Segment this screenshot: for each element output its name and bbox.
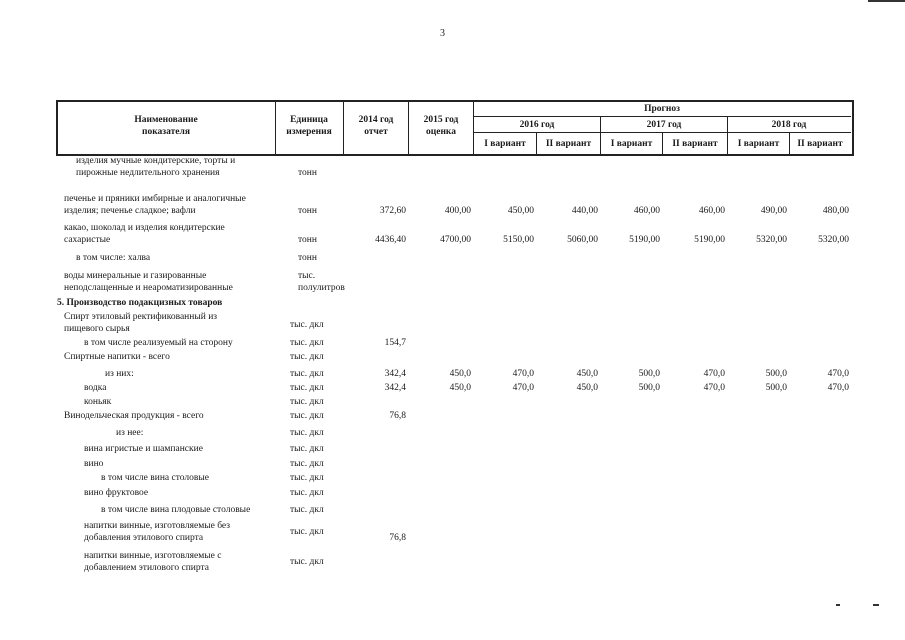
row-value: 400,00 — [444, 206, 471, 216]
row-unit: тыс. дкл — [290, 352, 324, 362]
row-value: 450,0 — [449, 369, 471, 379]
row-name: напитки винные, изготовляемые без добавления этилового спирта — [84, 521, 231, 543]
row-value: 480,00 — [822, 206, 849, 216]
row-value: 450,0 — [449, 383, 471, 393]
row-value: 490,00 — [760, 206, 787, 216]
row-name: Винодельческая продукция - всего — [64, 411, 204, 421]
row-unit: тыс. дкл — [290, 527, 324, 537]
header-variant: I вариант — [610, 139, 653, 149]
row-name: вина игристые и шампанские — [84, 444, 203, 454]
row-unit: тыс. полулитров — [298, 271, 345, 293]
row-name: печенье и пряники имбирные и аналогичные изделия; печенье сладкое; вафли — [64, 194, 246, 216]
row-value: 470,0 — [703, 369, 725, 379]
row-unit: тыс. дкл — [290, 320, 324, 330]
row-value: 450,0 — [576, 383, 598, 393]
row-value: 342,4 — [384, 369, 406, 379]
scan-mark — [873, 604, 879, 606]
row-name: вино — [84, 459, 104, 469]
row-unit: тыс. дкл — [290, 338, 324, 348]
header-year: 2016 год — [519, 120, 555, 130]
row-unit: тыс. дкл — [290, 473, 324, 483]
row-value: 5190,00 — [694, 235, 725, 245]
row-value: 500,0 — [765, 383, 787, 393]
row-name: из них: — [105, 369, 134, 379]
row-unit: тыс. дкл — [290, 369, 324, 379]
header-year: 2017 год — [646, 120, 682, 130]
page-number: 3 — [440, 28, 445, 39]
row-value: 450,0 — [576, 369, 598, 379]
row-value: 500,0 — [638, 369, 660, 379]
row-unit: тыс. дкл — [290, 383, 324, 393]
row-name: какао, шоколад и изделия кондитерские сахаристые — [64, 223, 225, 245]
row-value: 4700,00 — [440, 235, 471, 245]
header-variant: I вариант — [737, 139, 780, 149]
row-value: 154,7 — [384, 338, 406, 348]
row-value: 5060,00 — [567, 235, 598, 245]
row-unit: тыс. дкл — [290, 411, 324, 421]
row-value: 76,8 — [389, 533, 406, 543]
row-value: 470,0 — [512, 369, 534, 379]
row-unit: тонн — [298, 168, 317, 178]
row-unit: тыс. дкл — [290, 505, 324, 515]
header-variant: II вариант — [797, 139, 843, 149]
header-variant: I вариант — [484, 139, 526, 149]
row-name: воды минеральные и газированные неподслащенные и неароматизированные — [64, 271, 233, 293]
scan-mark — [836, 604, 840, 606]
row-name: водка — [84, 383, 107, 393]
header-unit: Единица измерения — [286, 115, 332, 137]
row-value: 470,0 — [827, 369, 849, 379]
row-value: 440,00 — [571, 206, 598, 216]
row-value: 76,8 — [389, 411, 406, 421]
row-name: Спирт этиловый ректификованный из пищевого сырья — [64, 312, 218, 334]
row-value: 500,0 — [638, 383, 660, 393]
row-name: из нее: — [116, 428, 144, 438]
header-2014: 2014 год отчет — [358, 115, 394, 137]
row-value: 5320,00 — [818, 235, 849, 245]
row-value: 372,60 — [379, 206, 406, 216]
row-value: 5320,00 — [756, 235, 787, 245]
row-name: напитки винные, изготовляемые с добавлением этилового спирта — [84, 551, 222, 573]
header-variant: II вариант — [545, 139, 592, 149]
row-name: коньяк — [84, 397, 112, 407]
header-year: 2018 год — [771, 120, 807, 130]
row-value: 460,00 — [698, 206, 725, 216]
row-unit: тыс. дкл — [290, 444, 324, 454]
row-value: 470,0 — [512, 383, 534, 393]
row-value: 460,00 — [633, 206, 660, 216]
header-2015: 2015 год оценка — [423, 115, 459, 137]
row-value: 500,0 — [765, 369, 787, 379]
row-value: 5150,00 — [503, 235, 534, 245]
row-unit: тонн — [298, 235, 317, 245]
scan-mark — [868, 0, 905, 2]
header-variant: II вариант — [672, 139, 718, 149]
row-value: 342,4 — [384, 383, 406, 393]
row-value: 5190,00 — [629, 235, 660, 245]
row-unit: тыс. дкл — [290, 557, 324, 567]
row-name: изделия мучные кондитерские, торты и пирожные недлительного хранения — [76, 156, 236, 178]
header-name: Наименование показателя — [134, 115, 198, 137]
row-name: вино фруктовое — [84, 488, 149, 498]
header-forecast: Прогноз — [644, 104, 680, 114]
row-value: 4436,40 — [375, 235, 406, 245]
row-unit: тыс. дкл — [290, 397, 324, 407]
row-unit: тыс. дкл — [290, 459, 324, 469]
row-value: 470,0 — [827, 383, 849, 393]
row-value: 470,0 — [703, 383, 725, 393]
row-name: в том числе: халва — [76, 253, 151, 263]
row-unit: тыс. дкл — [290, 488, 324, 498]
row-unit: тонн — [298, 253, 317, 263]
row-name: в том числе реализуемый на сторону — [84, 338, 233, 348]
row-unit: тонн — [298, 206, 317, 216]
row-unit: тыс. дкл — [290, 428, 324, 438]
row-name: 5. Производство подакцизных товаров — [57, 298, 223, 308]
row-name: Спиртные напитки - всего — [64, 352, 170, 362]
row-value: 450,00 — [507, 206, 534, 216]
row-name: в том числе вина плодовые столовые — [101, 505, 251, 515]
row-name: в том числе вина столовые — [101, 473, 209, 483]
header-divider — [473, 116, 851, 117]
